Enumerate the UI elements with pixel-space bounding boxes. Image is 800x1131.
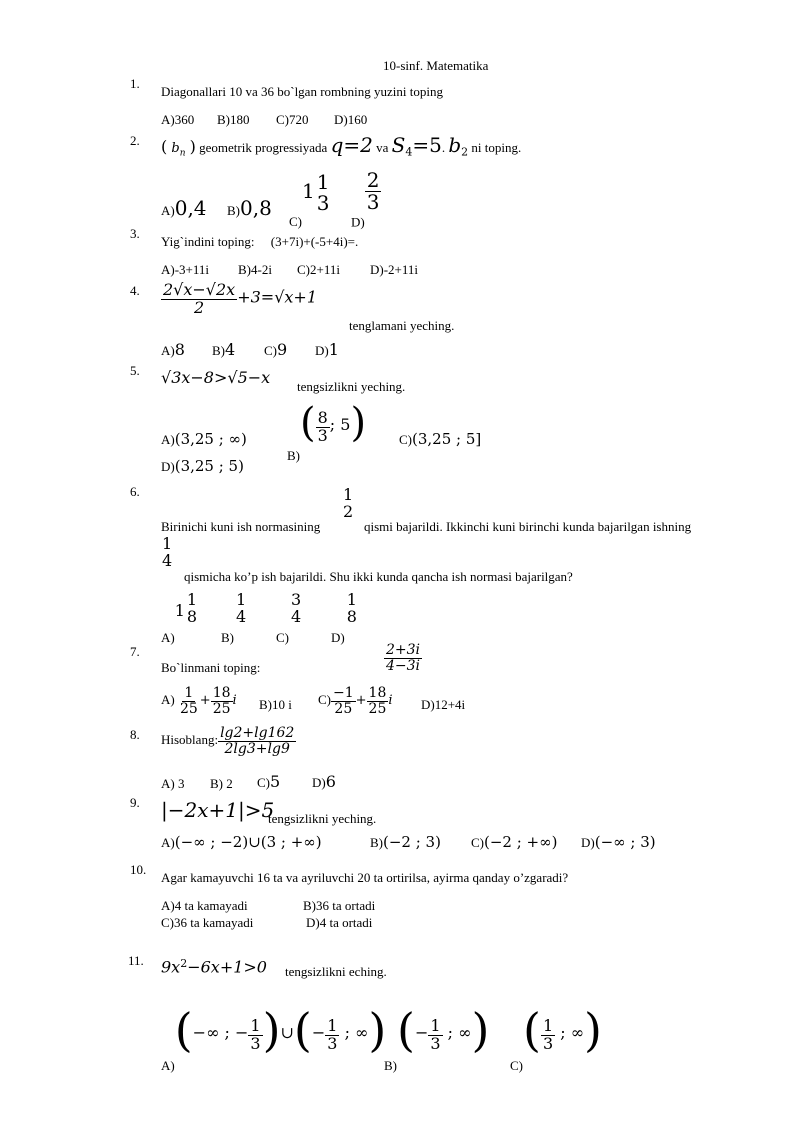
option-c: C)(3,25 ; 5] <box>399 430 482 448</box>
fraction-half: 1 2 <box>343 485 354 521</box>
option-d: D) 1 8 <box>331 590 357 645</box>
option-c: C)1 1 3 <box>289 170 330 229</box>
inequality: √3x−8>√5−x <box>161 368 271 387</box>
option-a: A) $\frac{1}{25}$ + $\frac{18}{25}$ i <box>161 685 237 717</box>
question-number: 4. <box>130 283 140 298</box>
option-c: C)2+11i <box>297 262 340 277</box>
option-d: D)-2+11i <box>370 262 419 277</box>
option-b: B)(− $\frac{1}{3}$ ; ∞) <box>384 1003 490 1073</box>
question-text: tenglamani yeching. <box>349 318 455 333</box>
question-number: 1. <box>130 76 140 91</box>
question-number: 10. <box>130 862 147 877</box>
option-c: C) $\frac{-1}{25}$ + $\frac{18}{25}$ i <box>318 685 393 717</box>
question-number: 11. <box>128 953 144 968</box>
question-text: Agar kamayuvchi 16 ta va ayriluvchi 20 ta ortirilsa, ayirma qanday o’zgaradi? <box>161 870 569 885</box>
option-b: B) 1 4 <box>221 590 247 645</box>
inequality: $9x^2-6x+1>0$ <box>161 957 267 977</box>
equation: $\frac{2√x-√2x}{2}$ +3=√x+1 <box>163 280 317 317</box>
option-c: C)( $\frac{1}{3}$ ; ∞) <box>510 1003 602 1073</box>
question-text: Bo`linmani toping: <box>161 660 261 675</box>
option-a: A) 3 <box>161 776 185 791</box>
question-text: tengsizlikni eching. <box>285 964 387 979</box>
option-b: B)36 ta ortadi <box>303 898 376 913</box>
option-c: C)36 ta kamayadi <box>161 915 254 930</box>
option-b: B)180 <box>217 112 250 127</box>
option-b: B)10 i <box>259 697 292 712</box>
option-d: D) $\frac{2}{3}$ <box>351 168 380 230</box>
question-text: qismi bajarildi. Ikkinchi kuni birinchi kunda bajarilgan ishning <box>364 519 692 534</box>
option-a: A)1 1 8 <box>161 590 198 645</box>
option-d: D)4 ta ortadi <box>306 915 373 930</box>
option-c: C)9 <box>264 340 288 359</box>
option-c: C) 3 4 <box>276 590 302 645</box>
option-d: D)12+4i <box>421 697 466 712</box>
option-d: D)(−∞ ; 3) <box>581 833 656 851</box>
question-text: Hisoblang: $\frac{\lg 2+\lg 162}{2\lg 3+\lg 9}$ <box>161 725 295 757</box>
option-a: A)8 <box>161 340 185 359</box>
question-text: qismicha ko’p ish bajarildi. Shu ikki kunda qancha ish normasi bajarilgan? <box>184 569 573 584</box>
option-d: D)(3,25 ; 5) <box>161 457 244 475</box>
option-a: A)0,4 <box>161 196 207 220</box>
question-number: 6. <box>130 484 140 499</box>
option-b: B)0,8 <box>227 196 272 220</box>
option-a: A)360 <box>161 112 195 127</box>
option-b: B) 2 <box>210 776 233 791</box>
fraction-expr: $\frac{2+3i}{4-3i}$ <box>386 642 421 674</box>
question-number: 7. <box>130 644 140 659</box>
fraction-quarter: 1 4 <box>162 534 173 570</box>
option-b: B)(−2 ; 3) <box>370 833 441 851</box>
question-text: tengsizlikni yeching. <box>268 811 377 826</box>
option-a: A)(−∞ ; −2)∪(3 ; +∞) <box>161 833 322 851</box>
question-number: 8. <box>130 727 140 742</box>
option-a: A)4 ta kamayadi <box>161 898 248 913</box>
option-c: C)720 <box>276 112 309 127</box>
option-b: B)4 <box>212 340 236 359</box>
page-header: 10-sinf. Matematika <box>383 58 489 73</box>
question-text: tengsizlikni yeching. <box>297 379 406 394</box>
option-b: B)( $\frac{8}{3}$ ; 5) <box>287 400 367 463</box>
option-d: D)1 <box>315 340 339 359</box>
question-text: Birinichi kuni ish normasining <box>161 519 321 534</box>
option-b: B)4-2i <box>238 262 272 277</box>
option-c: C)(−2 ; +∞) <box>471 833 558 851</box>
question-number: 5. <box>130 363 140 378</box>
option-d: D)6 <box>312 772 336 791</box>
question-text: Yig`indini toping: (3+7i)+(-5+4i)=. <box>161 234 359 249</box>
question-number: 3. <box>130 226 140 241</box>
option-a: A)-3+11i <box>161 262 210 277</box>
option-a: A)(−∞ ; − $\frac{1}{3}$ )∪(− $\frac{1}{3}$ ; ∞) <box>161 1003 387 1073</box>
option-c: C)5 <box>257 772 281 791</box>
question-number: 2. <box>130 133 140 148</box>
option-a: A)(3,25 ; ∞) <box>161 430 247 448</box>
question-number: 9. <box>130 795 140 810</box>
inequality: |−2x+1|>5 <box>161 798 275 822</box>
question-text: ( $b_n$ ) geometrik progressiyada q=2 va $S_4=5$. $b_2$ ni toping. <box>161 133 522 159</box>
option-d: D)160 <box>334 112 368 127</box>
question-text: Diagonallari 10 va 36 bo`lgan rombning yuzini toping <box>161 84 443 99</box>
